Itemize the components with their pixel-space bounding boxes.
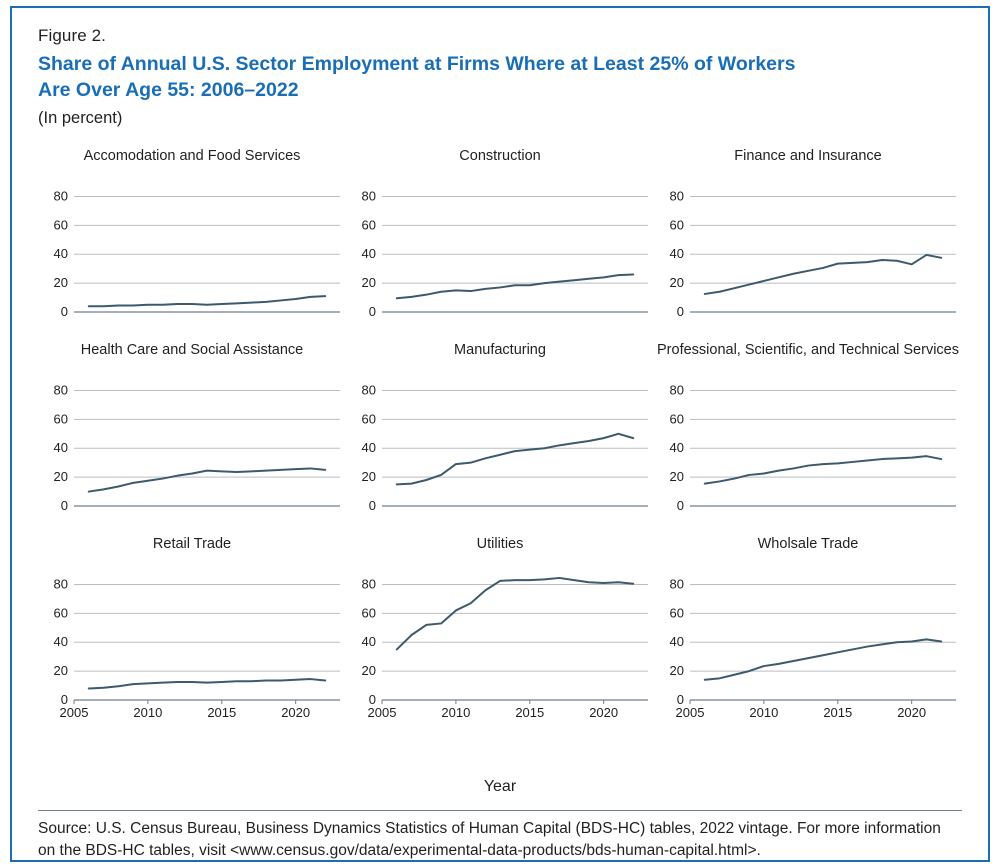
svg-text:2005: 2005 bbox=[367, 705, 397, 720]
svg-text:2005: 2005 bbox=[675, 705, 705, 720]
svg-text:0: 0 bbox=[368, 304, 376, 319]
figure-content bbox=[38, 26, 962, 860]
svg-text:60: 60 bbox=[669, 411, 684, 427]
chart-panel-title: Accomodation and Food Services bbox=[83, 148, 301, 164]
chart-panel-title: Professional, Scientific, and Technical Services bbox=[657, 342, 959, 358]
svg-text:80: 80 bbox=[53, 576, 68, 592]
svg-text:40: 40 bbox=[669, 246, 684, 262]
svg-text:20: 20 bbox=[361, 275, 376, 291]
svg-text:80: 80 bbox=[53, 382, 68, 398]
chart-panel bbox=[38, 342, 346, 534]
svg-text:0: 0 bbox=[676, 498, 684, 513]
source-note: Source: U.S. Census Bureau, Business Dynamics Statistics of Human Capital (BDS-HC) tables, 2022 vintage. For more information on the BDS-HC tables, visit <www.census.gov/data/experimental-data-products/bds-human-capital.html>. bbox=[38, 820, 941, 860]
svg-text:0: 0 bbox=[676, 692, 684, 707]
svg-text:60: 60 bbox=[53, 217, 68, 233]
svg-text:2010: 2010 bbox=[133, 705, 163, 720]
svg-text:40: 40 bbox=[669, 440, 684, 456]
svg-text:60: 60 bbox=[361, 411, 376, 427]
svg-text:40: 40 bbox=[669, 634, 684, 650]
chart-plot-area bbox=[654, 174, 962, 334]
chart-panel bbox=[346, 536, 654, 728]
chart-plot-area bbox=[346, 562, 654, 722]
svg-text:20: 20 bbox=[669, 663, 684, 679]
svg-text:20: 20 bbox=[669, 275, 684, 291]
svg-text:40: 40 bbox=[361, 440, 376, 456]
figure-subtitle: (In percent) bbox=[38, 109, 123, 128]
chart-panel bbox=[654, 148, 962, 340]
chart-plot-area bbox=[346, 174, 654, 334]
chart-panel-title: Manufacturing bbox=[454, 342, 546, 358]
svg-text:80: 80 bbox=[53, 188, 68, 204]
x-axis-caption: Year bbox=[483, 778, 517, 795]
small-multiples-grid bbox=[38, 148, 962, 740]
chart-panel-title: Utilities bbox=[476, 536, 524, 552]
svg-text:0: 0 bbox=[368, 498, 376, 513]
svg-text:20: 20 bbox=[53, 275, 68, 291]
chart-panel bbox=[38, 148, 346, 340]
svg-text:80: 80 bbox=[669, 382, 684, 398]
chart-panel-title: Wholsale Trade bbox=[757, 536, 859, 552]
chart-panel-title: Construction bbox=[459, 148, 541, 164]
svg-text:2020: 2020 bbox=[897, 705, 927, 720]
chart-panel-title: Retail Trade bbox=[152, 536, 232, 552]
source-divider bbox=[38, 810, 962, 811]
chart-panel bbox=[38, 536, 346, 728]
chart-plot-area bbox=[654, 368, 962, 528]
svg-text:60: 60 bbox=[361, 217, 376, 233]
chart-panel-title: Finance and Insurance bbox=[734, 148, 882, 164]
svg-text:0: 0 bbox=[676, 304, 684, 319]
svg-text:80: 80 bbox=[361, 188, 376, 204]
svg-text:2010: 2010 bbox=[441, 705, 471, 720]
chart-plot-area bbox=[38, 368, 346, 528]
svg-text:0: 0 bbox=[368, 692, 376, 707]
chart-plot-area bbox=[654, 562, 962, 722]
svg-text:60: 60 bbox=[669, 605, 684, 621]
svg-text:80: 80 bbox=[669, 188, 684, 204]
svg-text:60: 60 bbox=[361, 605, 376, 621]
svg-text:60: 60 bbox=[669, 217, 684, 233]
svg-text:40: 40 bbox=[53, 634, 68, 650]
chart-panel bbox=[346, 342, 654, 534]
svg-text:20: 20 bbox=[53, 663, 68, 679]
svg-text:2015: 2015 bbox=[207, 705, 237, 720]
chart-panel bbox=[346, 148, 654, 340]
svg-text:2020: 2020 bbox=[281, 705, 311, 720]
svg-text:20: 20 bbox=[361, 663, 376, 679]
figure-title: Share of Annual U.S. Sector Employment at Firms Where at Least 25% of Workers Are Over Age 55: 2006–2022 bbox=[38, 53, 796, 101]
chart-panel bbox=[654, 342, 962, 534]
svg-text:2015: 2015 bbox=[515, 705, 545, 720]
chart-panel bbox=[654, 536, 962, 728]
chart-plot-area bbox=[38, 174, 346, 334]
svg-text:20: 20 bbox=[669, 469, 684, 485]
svg-text:80: 80 bbox=[669, 576, 684, 592]
svg-text:60: 60 bbox=[53, 605, 68, 621]
svg-text:20: 20 bbox=[53, 469, 68, 485]
svg-text:20: 20 bbox=[361, 469, 376, 485]
svg-text:0: 0 bbox=[60, 498, 68, 513]
svg-text:0: 0 bbox=[60, 692, 68, 707]
svg-text:2020: 2020 bbox=[589, 705, 619, 720]
svg-text:40: 40 bbox=[361, 246, 376, 262]
chart-panel-title: Health Care and Social Assistance bbox=[80, 342, 304, 358]
svg-text:80: 80 bbox=[361, 576, 376, 592]
svg-text:2010: 2010 bbox=[749, 705, 779, 720]
svg-text:2005: 2005 bbox=[59, 705, 89, 720]
chart-plot-area bbox=[38, 562, 346, 722]
svg-text:40: 40 bbox=[53, 246, 68, 262]
svg-text:40: 40 bbox=[361, 634, 376, 650]
svg-text:80: 80 bbox=[361, 382, 376, 398]
svg-text:0: 0 bbox=[60, 304, 68, 319]
svg-text:60: 60 bbox=[53, 411, 68, 427]
chart-plot-area bbox=[346, 368, 654, 528]
svg-text:40: 40 bbox=[53, 440, 68, 456]
figure-label: Figure 2. bbox=[38, 26, 106, 45]
svg-text:2015: 2015 bbox=[823, 705, 853, 720]
